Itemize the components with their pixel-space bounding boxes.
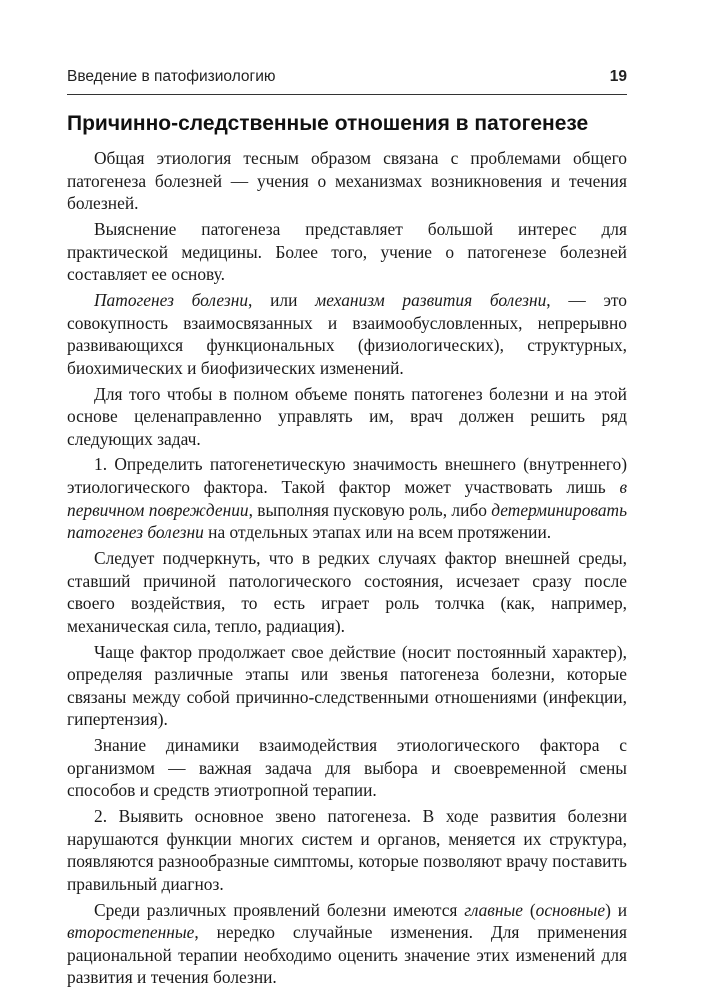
page-number: 19 bbox=[609, 68, 627, 85]
italic-term: главные bbox=[464, 899, 523, 920]
text-run: , — это совокупность взаимосвязанных и взаимообусловленных, непрерывно развивающихся функциональных (физиологических), структурных, биохимических и биофизических изменений. bbox=[67, 289, 627, 378]
body-text bbox=[67, 147, 627, 992]
italic-term: детерминировать патогенез болезни bbox=[67, 499, 627, 543]
paragraph bbox=[67, 289, 627, 379]
text-run: Общая этиология тесным образом связана с проблемами общего патогенеза болезней — учения о механизмах возникновения и течения болезней. bbox=[67, 148, 627, 214]
running-head bbox=[67, 68, 627, 86]
text-run: Среди различных проявлений болезни имеются bbox=[94, 899, 465, 920]
italic-term: основные bbox=[535, 899, 606, 920]
paragraph bbox=[67, 734, 627, 802]
text-run: , нередко случайные изменения. Для применения рациональной терапии необходимо оценить значение этих изменений для развития и течения болезни. bbox=[67, 922, 627, 988]
text-run: ( bbox=[523, 899, 536, 920]
italic-term: механизм развития болезни bbox=[315, 289, 547, 310]
text-run: 1. Определить патогенетическую значимость внешнего (внутреннего) этиологического фактора. Такой фактор может участвовать лишь bbox=[67, 454, 627, 498]
text-run: Знание динамики взаимодействия этиологического фактора с организмом — важная задача для выбора и своевременной смены способов и средств этиотропной терапии. bbox=[67, 735, 627, 801]
header-rule bbox=[67, 94, 627, 95]
running-title: Введение в патофизиологию bbox=[67, 68, 276, 85]
paragraph bbox=[67, 899, 627, 989]
text-run: , выполняя пусковую роль, либо bbox=[248, 499, 492, 520]
text-run: Чаще фактор продолжает свое действие (носит постоянный характер), определяя различные этапы или звенья патогенеза болезни, которые связаны между собой причинно-следственными отношениями (инфекции, гипертензия). bbox=[67, 641, 627, 730]
text-run: на отдельных этапах или на всем протяжении. bbox=[203, 522, 552, 543]
text-run: Следует подчеркнуть, что в редких случаях фактор внешней среды, ставший причиной патологического состояния, исчезает сразу после своего воздействия, то есть играет роль толчка (как, например, механическая сила, тепло, радиация). bbox=[67, 548, 627, 636]
paragraph bbox=[67, 218, 627, 286]
text-run: , или bbox=[248, 289, 316, 310]
paragraph bbox=[67, 453, 627, 543]
paragraph bbox=[67, 805, 627, 895]
italic-term: Патогенез болезни bbox=[94, 289, 249, 310]
italic-term: в первичном повреждении bbox=[67, 477, 627, 520]
paragraph bbox=[67, 383, 627, 451]
section-heading: Причинно-следственные отношения в патогенезе bbox=[67, 112, 589, 135]
text-run: Для того чтобы в полном объеме понять патогенез болезни и на этой основе целенаправленно управлять им, врач должен решить ряд следующих задач. bbox=[67, 383, 627, 449]
paragraph bbox=[67, 641, 627, 731]
text-run: 2. Выявить основное звено патогенеза. В ходе развития болезни нарушаются функции многих систем и органов, меняется их структура, появляются разнообразные симптомы, которые позволяют врачу поставить правильный диагноз. bbox=[67, 806, 627, 894]
paragraph bbox=[67, 547, 627, 637]
text-run: Выяснение патогенеза представляет большой интерес для практической медицины. Более того, учение о патогенезе болезней составляет ее основу. bbox=[67, 218, 627, 285]
italic-term: второстепенные bbox=[67, 922, 195, 943]
paragraph bbox=[67, 147, 627, 215]
text-run: ) и bbox=[605, 899, 628, 920]
